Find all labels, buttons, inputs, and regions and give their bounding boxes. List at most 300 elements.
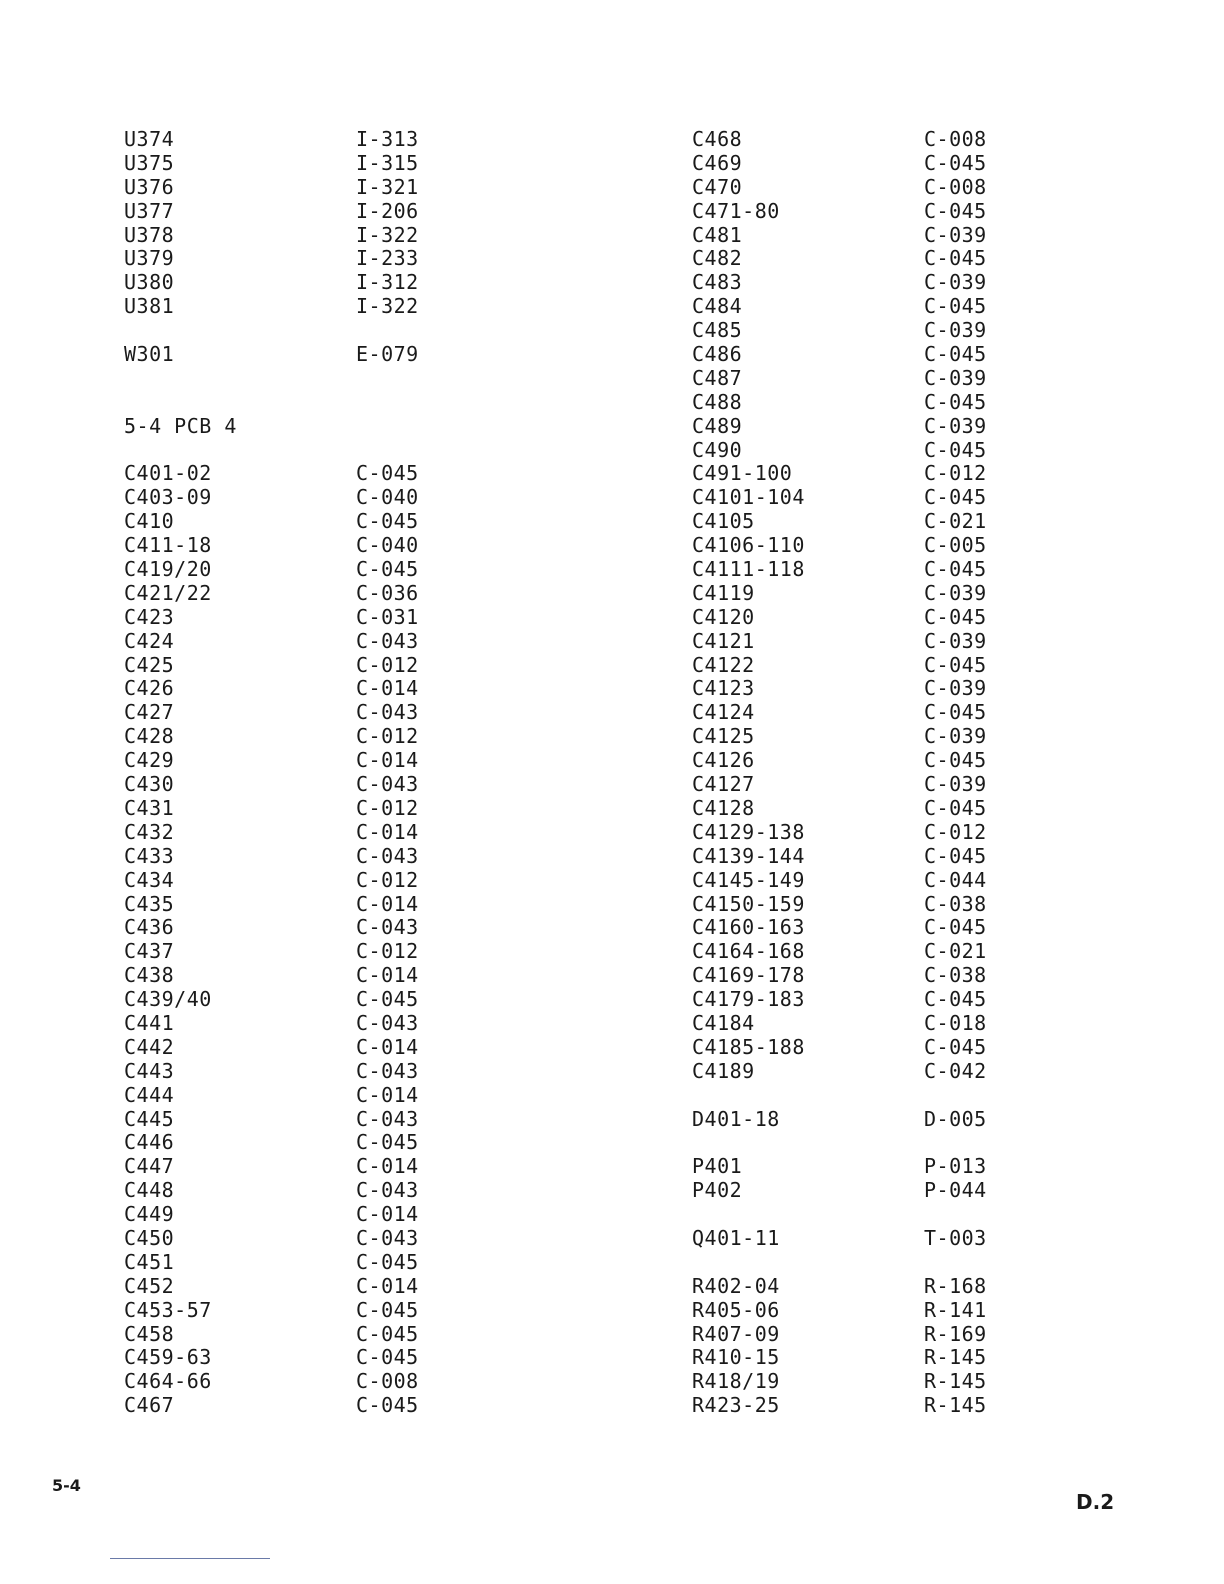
part-number: C-039 bbox=[924, 413, 987, 438]
table-row bbox=[692, 152, 1064, 176]
table-row bbox=[124, 247, 496, 271]
table-row bbox=[692, 677, 1064, 701]
section-title: 5-4 PCB 4 bbox=[124, 413, 237, 438]
reference-designator: C449 bbox=[124, 1202, 175, 1227]
table-row bbox=[692, 654, 1064, 678]
part-number: C-045 bbox=[924, 1034, 987, 1059]
part-number: C-038 bbox=[924, 891, 987, 916]
table-row bbox=[692, 295, 1064, 319]
table-row bbox=[692, 558, 1064, 582]
reference-designator: C435 bbox=[124, 891, 175, 916]
left-group-u-parts bbox=[124, 128, 496, 319]
reference-designator: C433 bbox=[124, 843, 175, 868]
table-row bbox=[692, 893, 1064, 917]
reference-designator: U381 bbox=[124, 294, 175, 319]
reference-designator: C468 bbox=[692, 127, 743, 151]
reference-designator: C448 bbox=[124, 1178, 175, 1203]
reference-designator: P401 bbox=[692, 1154, 743, 1179]
table-row bbox=[124, 152, 496, 176]
reference-designator: R407-09 bbox=[692, 1321, 780, 1346]
reference-designator: C4139-144 bbox=[692, 843, 805, 868]
reference-designator: C432 bbox=[124, 819, 175, 844]
table-row bbox=[692, 415, 1064, 439]
part-number: C-043 bbox=[356, 843, 419, 868]
reference-designator: C4123 bbox=[692, 676, 755, 701]
reference-designator: C446 bbox=[124, 1130, 175, 1155]
reference-designator: R423-25 bbox=[692, 1393, 780, 1418]
reference-designator: R405-06 bbox=[692, 1297, 780, 1322]
table-row bbox=[692, 319, 1064, 343]
table-row bbox=[124, 1323, 496, 1347]
table-row bbox=[692, 1036, 1064, 1060]
table-row bbox=[692, 1346, 1064, 1370]
reference-designator: C4189 bbox=[692, 1058, 755, 1083]
part-number: C-014 bbox=[356, 963, 419, 988]
reference-designator: U378 bbox=[124, 222, 175, 247]
reference-designator: C443 bbox=[124, 1058, 175, 1083]
table-row bbox=[124, 1299, 496, 1323]
reference-designator: C4122 bbox=[692, 652, 755, 677]
table-row bbox=[692, 797, 1064, 821]
part-number: C-045 bbox=[924, 294, 987, 319]
table-row bbox=[124, 1275, 496, 1299]
table-row bbox=[124, 1203, 496, 1227]
table-row bbox=[692, 1108, 1064, 1132]
reference-designator: C4129-138 bbox=[692, 819, 805, 844]
table-row bbox=[692, 510, 1064, 534]
reference-designator: C423 bbox=[124, 604, 175, 629]
part-number: P-044 bbox=[924, 1178, 987, 1203]
reference-designator: C487 bbox=[692, 365, 743, 390]
table-row bbox=[124, 200, 496, 224]
reference-designator: C4101-104 bbox=[692, 485, 805, 510]
table-row bbox=[692, 391, 1064, 415]
part-number: C-012 bbox=[356, 867, 419, 892]
reference-designator: C438 bbox=[124, 963, 175, 988]
right-group-resistors bbox=[692, 1275, 1064, 1418]
part-number: C-043 bbox=[356, 700, 419, 725]
reference-designator: C439/40 bbox=[124, 987, 212, 1012]
part-number: C-045 bbox=[356, 557, 419, 582]
part-number: R-145 bbox=[924, 1393, 987, 1418]
part-number: T-003 bbox=[924, 1225, 987, 1250]
table-row bbox=[692, 1394, 1064, 1418]
table-row bbox=[692, 964, 1064, 988]
table-row bbox=[124, 749, 496, 773]
part-number: C-012 bbox=[356, 939, 419, 964]
part-number: C-045 bbox=[356, 1321, 419, 1346]
table-row bbox=[124, 1060, 496, 1084]
right-group-plugs bbox=[692, 1155, 1064, 1203]
part-number: R-168 bbox=[924, 1273, 987, 1298]
reference-designator: C421/22 bbox=[124, 580, 212, 605]
reference-designator: U376 bbox=[124, 174, 175, 199]
part-number: C-045 bbox=[356, 1393, 419, 1418]
table-row bbox=[124, 462, 496, 486]
table-row bbox=[124, 1370, 496, 1394]
table-row bbox=[124, 176, 496, 200]
part-number: C-045 bbox=[924, 915, 987, 940]
part-number: C-045 bbox=[924, 437, 987, 462]
part-number: C-045 bbox=[924, 198, 987, 223]
reference-designator: C425 bbox=[124, 652, 175, 677]
reference-designator: C459-63 bbox=[124, 1345, 212, 1370]
table-row bbox=[692, 439, 1064, 463]
table-row bbox=[692, 630, 1064, 654]
part-number: I-322 bbox=[356, 294, 419, 319]
reference-designator: C411-18 bbox=[124, 533, 212, 558]
left-group-w-parts bbox=[124, 343, 496, 367]
table-row bbox=[124, 1084, 496, 1108]
table-row bbox=[124, 1227, 496, 1251]
reference-designator: C452 bbox=[124, 1273, 175, 1298]
reference-designator: C419/20 bbox=[124, 557, 212, 582]
part-number: C-043 bbox=[356, 1106, 419, 1131]
reference-designator: C4120 bbox=[692, 604, 755, 629]
table-row bbox=[692, 534, 1064, 558]
table-row bbox=[124, 821, 496, 845]
part-number: I-321 bbox=[356, 174, 419, 199]
reference-designator: C491-100 bbox=[692, 461, 793, 486]
part-number: C-012 bbox=[356, 724, 419, 749]
part-number: I-206 bbox=[356, 198, 419, 223]
reference-designator: C4124 bbox=[692, 700, 755, 725]
reference-designator: C403-09 bbox=[124, 485, 212, 510]
part-number: I-312 bbox=[356, 270, 419, 295]
reference-designator: C4145-149 bbox=[692, 867, 805, 892]
table-row bbox=[124, 343, 496, 367]
part-number: C-045 bbox=[924, 843, 987, 868]
part-number: C-043 bbox=[356, 628, 419, 653]
part-number: C-038 bbox=[924, 963, 987, 988]
part-number: C-040 bbox=[356, 485, 419, 510]
table-row bbox=[692, 1299, 1064, 1323]
table-row bbox=[692, 582, 1064, 606]
reference-designator: C464-66 bbox=[124, 1369, 212, 1394]
table-row bbox=[124, 725, 496, 749]
bottom-rule bbox=[110, 1558, 270, 1559]
part-number: C-045 bbox=[356, 1297, 419, 1322]
reference-designator: C4169-178 bbox=[692, 963, 805, 988]
part-number: C-014 bbox=[356, 891, 419, 916]
part-number: C-045 bbox=[924, 604, 987, 629]
table-row bbox=[692, 462, 1064, 486]
reference-designator: C426 bbox=[124, 676, 175, 701]
table-row bbox=[124, 677, 496, 701]
right-group-capacitors bbox=[692, 128, 1064, 1084]
reference-designator: C424 bbox=[124, 628, 175, 653]
reference-designator: C4125 bbox=[692, 724, 755, 749]
part-number: C-045 bbox=[356, 461, 419, 486]
table-row bbox=[124, 869, 496, 893]
part-number: C-042 bbox=[924, 1058, 987, 1083]
part-number: C-045 bbox=[924, 557, 987, 582]
reference-designator: C4105 bbox=[692, 509, 755, 534]
reference-designator: C483 bbox=[692, 270, 743, 295]
reference-designator: U374 bbox=[124, 127, 175, 151]
reference-designator: C428 bbox=[124, 724, 175, 749]
table-row bbox=[124, 916, 496, 940]
table-row bbox=[692, 821, 1064, 845]
reference-designator: C489 bbox=[692, 413, 743, 438]
reference-designator: C436 bbox=[124, 915, 175, 940]
reference-designator: C453-57 bbox=[124, 1297, 212, 1322]
table-row bbox=[124, 1155, 496, 1179]
table-row bbox=[124, 606, 496, 630]
table-row bbox=[124, 582, 496, 606]
part-number: C-045 bbox=[924, 485, 987, 510]
reference-designator: R418/19 bbox=[692, 1369, 780, 1394]
part-number: C-039 bbox=[924, 580, 987, 605]
reference-designator: C444 bbox=[124, 1082, 175, 1107]
table-row bbox=[124, 128, 496, 152]
table-row bbox=[692, 486, 1064, 510]
table-row bbox=[692, 176, 1064, 200]
part-number: C-045 bbox=[356, 1249, 419, 1274]
table-row bbox=[692, 916, 1064, 940]
part-number: C-039 bbox=[924, 676, 987, 701]
table-row bbox=[692, 606, 1064, 630]
table-row bbox=[692, 1275, 1064, 1299]
part-number: C-043 bbox=[356, 915, 419, 940]
reference-designator: C410 bbox=[124, 509, 175, 534]
reference-designator: C450 bbox=[124, 1225, 175, 1250]
part-number: C-045 bbox=[924, 700, 987, 725]
part-number: R-145 bbox=[924, 1369, 987, 1394]
table-row bbox=[124, 1394, 496, 1418]
part-number: E-079 bbox=[356, 342, 419, 367]
part-number: C-044 bbox=[924, 867, 987, 892]
reference-designator: C488 bbox=[692, 389, 743, 414]
part-number: C-045 bbox=[924, 795, 987, 820]
part-number: I-322 bbox=[356, 222, 419, 247]
table-row bbox=[124, 797, 496, 821]
part-number: I-313 bbox=[356, 127, 419, 151]
reference-designator: C434 bbox=[124, 867, 175, 892]
table-row bbox=[692, 1060, 1064, 1084]
part-number: C-014 bbox=[356, 1082, 419, 1107]
reference-designator: C4160-163 bbox=[692, 915, 805, 940]
table-row bbox=[124, 486, 496, 510]
part-number: C-012 bbox=[356, 652, 419, 677]
right-group-transistors bbox=[692, 1227, 1064, 1251]
part-number: C-039 bbox=[924, 628, 987, 653]
table-row bbox=[692, 128, 1064, 152]
table-row bbox=[124, 558, 496, 582]
reference-designator: W301 bbox=[124, 342, 175, 367]
right-column bbox=[692, 128, 1064, 1418]
table-row bbox=[124, 988, 496, 1012]
part-number: C-043 bbox=[356, 772, 419, 797]
table-row bbox=[124, 964, 496, 988]
part-number: C-008 bbox=[924, 127, 987, 151]
reference-designator: C481 bbox=[692, 222, 743, 247]
reference-designator: C401-02 bbox=[124, 461, 212, 486]
part-number: C-043 bbox=[356, 1178, 419, 1203]
reference-designator: C4126 bbox=[692, 748, 755, 773]
part-number: C-012 bbox=[924, 819, 987, 844]
right-group-diodes bbox=[692, 1108, 1064, 1132]
part-number: R-169 bbox=[924, 1321, 987, 1346]
reference-designator: C429 bbox=[124, 748, 175, 773]
reference-designator: R402-04 bbox=[692, 1273, 780, 1298]
part-number: C-043 bbox=[356, 1058, 419, 1083]
part-number: C-014 bbox=[356, 1034, 419, 1059]
reference-designator: C451 bbox=[124, 1249, 175, 1274]
part-number: C-039 bbox=[924, 772, 987, 797]
part-number: C-045 bbox=[356, 509, 419, 534]
reference-designator: C447 bbox=[124, 1154, 175, 1179]
reference-designator: C430 bbox=[124, 772, 175, 797]
part-number: C-021 bbox=[924, 509, 987, 534]
part-number: D-005 bbox=[924, 1106, 987, 1131]
reference-designator: C441 bbox=[124, 1010, 175, 1035]
table-row bbox=[124, 773, 496, 797]
part-number: R-145 bbox=[924, 1345, 987, 1370]
left-column bbox=[124, 128, 496, 1418]
reference-designator: C467 bbox=[124, 1393, 175, 1418]
table-row bbox=[692, 1227, 1064, 1251]
part-number: C-039 bbox=[924, 365, 987, 390]
table-row bbox=[692, 701, 1064, 725]
table-row bbox=[124, 1131, 496, 1155]
reference-designator: C470 bbox=[692, 174, 743, 199]
reference-designator: C437 bbox=[124, 939, 175, 964]
table-row bbox=[124, 1179, 496, 1203]
part-number: C-021 bbox=[924, 939, 987, 964]
part-number: C-014 bbox=[356, 1273, 419, 1298]
part-number: C-045 bbox=[356, 987, 419, 1012]
part-number: C-045 bbox=[356, 1345, 419, 1370]
reference-designator: C4185-188 bbox=[692, 1034, 805, 1059]
part-number: C-045 bbox=[356, 1130, 419, 1155]
part-number: C-045 bbox=[924, 342, 987, 367]
reference-designator: C442 bbox=[124, 1034, 175, 1059]
reference-designator: U380 bbox=[124, 270, 175, 295]
reference-designator: U377 bbox=[124, 198, 175, 223]
table-row bbox=[124, 1251, 496, 1275]
table-row bbox=[692, 1155, 1064, 1179]
part-number: I-233 bbox=[356, 246, 419, 271]
part-number: C-045 bbox=[924, 246, 987, 271]
part-number: C-014 bbox=[356, 676, 419, 701]
table-row bbox=[124, 1036, 496, 1060]
table-row bbox=[692, 1179, 1064, 1203]
reference-designator: C4164-168 bbox=[692, 939, 805, 964]
reference-designator: C445 bbox=[124, 1106, 175, 1131]
table-row bbox=[124, 271, 496, 295]
reference-designator: C490 bbox=[692, 437, 743, 462]
part-number: C-045 bbox=[924, 987, 987, 1012]
reference-designator: C4127 bbox=[692, 772, 755, 797]
part-number: P-013 bbox=[924, 1154, 987, 1179]
reference-designator: C4128 bbox=[692, 795, 755, 820]
table-row bbox=[692, 271, 1064, 295]
reference-designator: Q401-11 bbox=[692, 1225, 780, 1250]
table-row bbox=[692, 940, 1064, 964]
reference-designator: C482 bbox=[692, 246, 743, 271]
reference-designator: R410-15 bbox=[692, 1345, 780, 1370]
table-row bbox=[692, 988, 1064, 1012]
reference-designator: C4179-183 bbox=[692, 987, 805, 1012]
reference-designator: U375 bbox=[124, 150, 175, 175]
part-number: C-039 bbox=[924, 222, 987, 247]
left-group-capacitors bbox=[124, 462, 496, 1418]
part-number: C-018 bbox=[924, 1010, 987, 1035]
part-number: C-014 bbox=[356, 1154, 419, 1179]
part-number: C-014 bbox=[356, 819, 419, 844]
part-number: R-141 bbox=[924, 1297, 987, 1322]
table-row bbox=[692, 1012, 1064, 1036]
part-number: C-039 bbox=[924, 318, 987, 343]
part-number: C-012 bbox=[924, 461, 987, 486]
reference-designator: C4119 bbox=[692, 580, 755, 605]
table-row bbox=[124, 654, 496, 678]
part-number: C-040 bbox=[356, 533, 419, 558]
table-row bbox=[124, 1346, 496, 1370]
part-number: C-005 bbox=[924, 533, 987, 558]
reference-designator: C4121 bbox=[692, 628, 755, 653]
table-row bbox=[124, 224, 496, 248]
reference-designator: C4106-110 bbox=[692, 533, 805, 558]
table-row bbox=[692, 869, 1064, 893]
reference-designator: C4184 bbox=[692, 1010, 755, 1035]
page-number-left: 5-4 bbox=[52, 1476, 81, 1495]
part-number: C-008 bbox=[924, 174, 987, 199]
table-row bbox=[124, 534, 496, 558]
table-row bbox=[692, 247, 1064, 271]
part-number: I-315 bbox=[356, 150, 419, 175]
part-number: C-036 bbox=[356, 580, 419, 605]
part-number: C-039 bbox=[924, 270, 987, 295]
table-row bbox=[124, 701, 496, 725]
table-row bbox=[692, 343, 1064, 367]
reference-designator: U379 bbox=[124, 246, 175, 271]
part-number: C-014 bbox=[356, 1202, 419, 1227]
reference-designator: C484 bbox=[692, 294, 743, 319]
table-row bbox=[692, 773, 1064, 797]
page-number-right: D.2 bbox=[1076, 1490, 1115, 1514]
table-row bbox=[692, 367, 1064, 391]
part-number: C-031 bbox=[356, 604, 419, 629]
table-row bbox=[124, 1012, 496, 1036]
reference-designator: C458 bbox=[124, 1321, 175, 1346]
table-row bbox=[124, 1108, 496, 1132]
table-row bbox=[692, 224, 1064, 248]
table-row bbox=[692, 845, 1064, 869]
reference-designator: C469 bbox=[692, 150, 743, 175]
table-row bbox=[124, 295, 496, 319]
part-number: C-045 bbox=[924, 652, 987, 677]
reference-designator: D401-18 bbox=[692, 1106, 780, 1131]
table-row bbox=[692, 200, 1064, 224]
table-row bbox=[124, 845, 496, 869]
part-number: C-039 bbox=[924, 724, 987, 749]
reference-designator: C4111-118 bbox=[692, 557, 805, 582]
table-row bbox=[692, 1323, 1064, 1347]
table-row bbox=[692, 749, 1064, 773]
part-number: C-045 bbox=[924, 150, 987, 175]
table-row bbox=[692, 725, 1064, 749]
table-row bbox=[124, 510, 496, 534]
part-number: C-045 bbox=[924, 389, 987, 414]
part-number: C-014 bbox=[356, 748, 419, 773]
reference-designator: C471-80 bbox=[692, 198, 780, 223]
table-row bbox=[692, 1370, 1064, 1394]
table-row bbox=[124, 940, 496, 964]
part-number: C-043 bbox=[356, 1010, 419, 1035]
part-number: C-045 bbox=[924, 748, 987, 773]
